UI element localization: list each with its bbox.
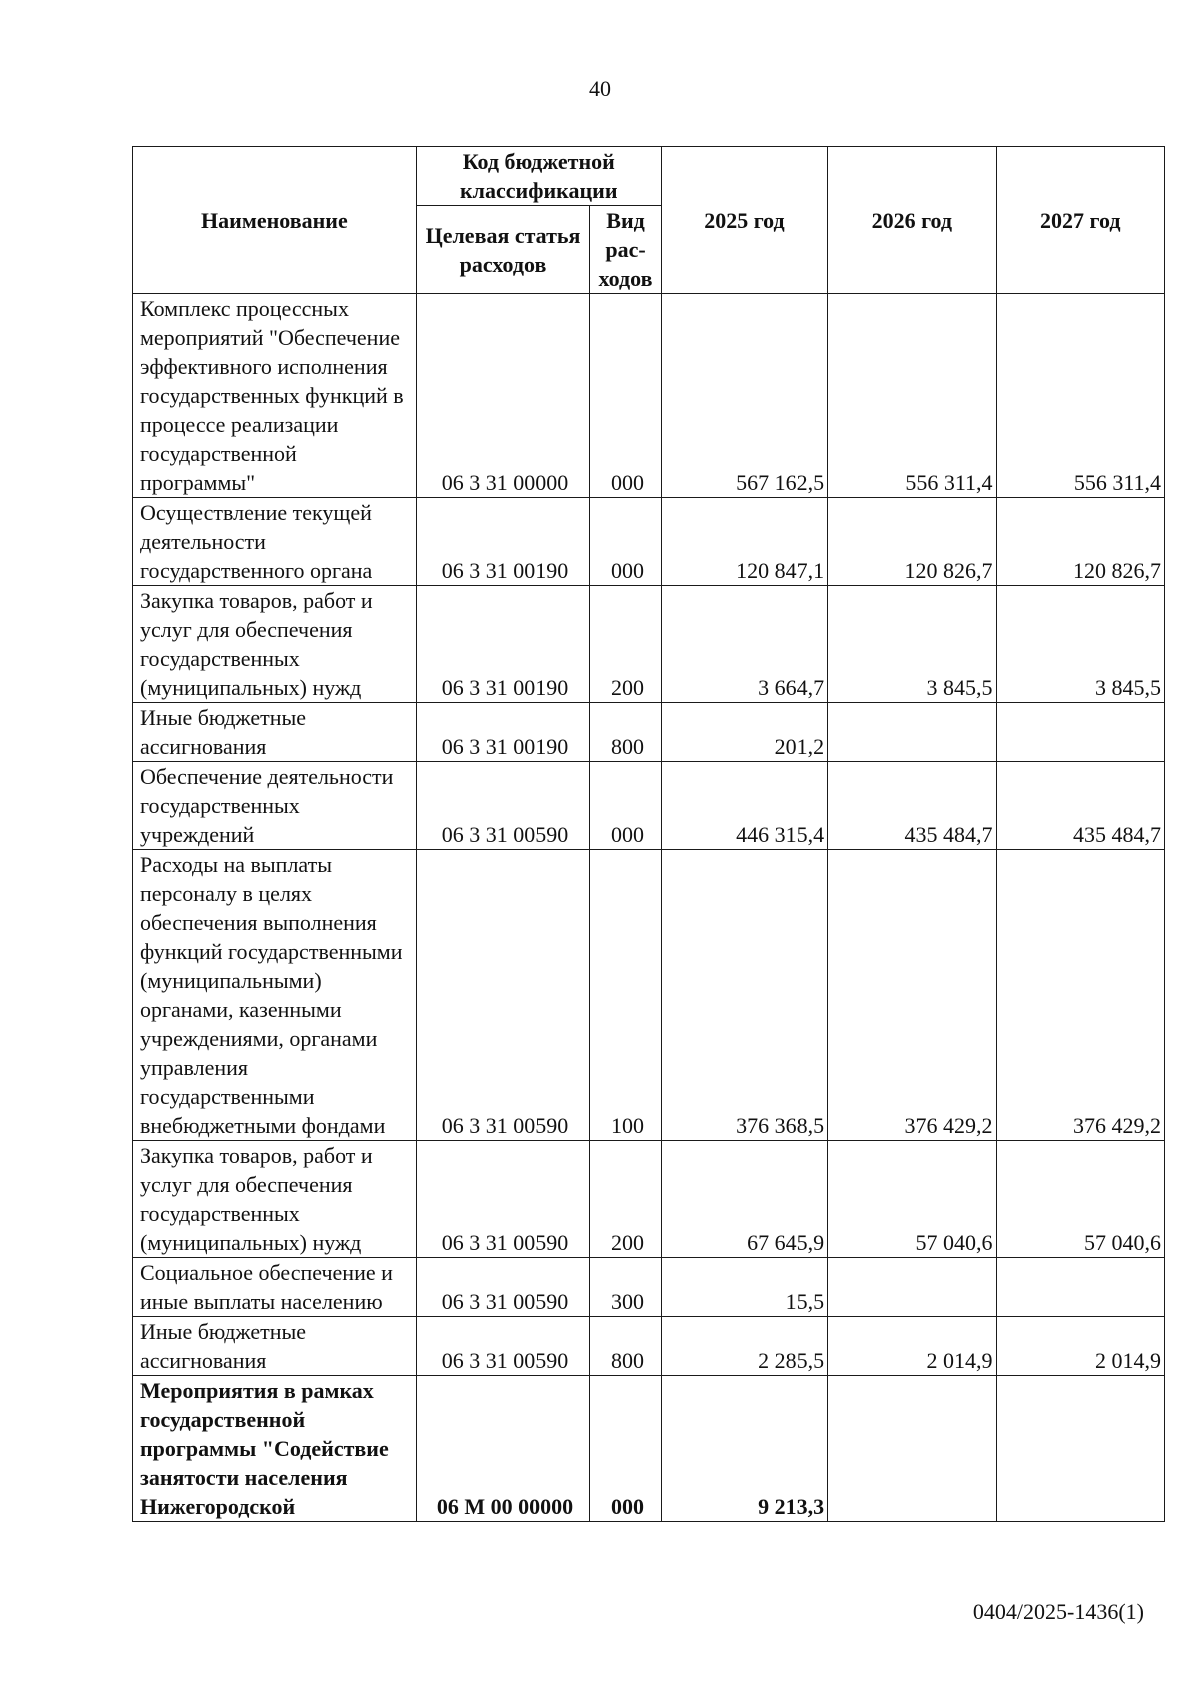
header-2027: 2027 год: [996, 147, 1164, 294]
cell-2027: 556 311,4: [996, 294, 1164, 498]
cell-expense-kind: 200: [590, 1141, 661, 1258]
cell-2026: [828, 1258, 996, 1317]
cell-2027: 57 040,6: [996, 1141, 1164, 1258]
cell-2026: 120 826,7: [828, 498, 996, 586]
cell-expense-kind: 800: [590, 1317, 661, 1376]
cell-2027: [996, 703, 1164, 762]
cell-target-code: 06 3 31 00590: [416, 1258, 590, 1317]
budget-table: [132, 146, 1165, 1522]
table-row: [133, 586, 1165, 703]
cell-name: Мероприятия в рамках государственной программы "Содействие занятости населения Нижегородской: [133, 1376, 417, 1522]
header-2026: 2026 год: [828, 147, 996, 294]
header-code-group: Код бюджетной классификации: [416, 147, 661, 206]
cell-2025: 15,5: [661, 1258, 827, 1317]
cell-2027: 2 014,9: [996, 1317, 1164, 1376]
cell-2026: 376 429,2: [828, 850, 996, 1141]
cell-target-code: 06 3 31 00590: [416, 1317, 590, 1376]
cell-target-code: 06 3 31 00590: [416, 1141, 590, 1258]
cell-name: Расходы на выплаты персоналу в целях обеспечения выполнения функций государственными (муниципальными) органами, казенными учреждениями, органами управления государственными внебюджетными фондами: [133, 850, 417, 1141]
cell-target-code: 06 3 31 00000: [416, 294, 590, 498]
cell-2027: 120 826,7: [996, 498, 1164, 586]
table-body: [133, 294, 1165, 1522]
cell-expense-kind: 000: [590, 498, 661, 586]
cell-2025: 120 847,1: [661, 498, 827, 586]
cell-name: Иные бюджетные ассигнования: [133, 1317, 417, 1376]
cell-expense-kind: 300: [590, 1258, 661, 1317]
cell-target-code: 06 3 31 00190: [416, 586, 590, 703]
cell-expense-kind: 800: [590, 703, 661, 762]
table-row: [133, 703, 1165, 762]
header-expense-kind: Вид рас-ходов: [590, 206, 661, 294]
cell-target-code: 06 3 31 00190: [416, 703, 590, 762]
cell-2026: 57 040,6: [828, 1141, 996, 1258]
cell-2026: [828, 1376, 996, 1522]
cell-target-code: 06 М 00 00000: [416, 1376, 590, 1522]
cell-2025: 9 213,3: [661, 1376, 827, 1522]
cell-name: Осуществление текущей деятельности государственного органа: [133, 498, 417, 586]
cell-2026: [828, 703, 996, 762]
cell-2027: [996, 1376, 1164, 1522]
cell-expense-kind: 200: [590, 586, 661, 703]
cell-name: Закупка товаров, работ и услуг для обеспечения государственных (муниципальных) нужд: [133, 586, 417, 703]
cell-2027: [996, 1258, 1164, 1317]
cell-target-code: 06 3 31 00190: [416, 498, 590, 586]
table-row: [133, 1141, 1165, 1258]
cell-expense-kind: 000: [590, 1376, 661, 1522]
cell-2026: 556 311,4: [828, 294, 996, 498]
cell-2025: 201,2: [661, 703, 827, 762]
cell-2027: 3 845,5: [996, 586, 1164, 703]
table-header: [133, 147, 1165, 294]
table-row: [133, 762, 1165, 850]
cell-2025: 2 285,5: [661, 1317, 827, 1376]
cell-2026: 3 845,5: [828, 586, 996, 703]
cell-name: Комплекс процессных мероприятий "Обеспечение эффективного исполнения государственных функций в процессе реализации государственной программы": [133, 294, 417, 498]
header-2025: 2025 год: [661, 147, 827, 294]
cell-2026: 435 484,7: [828, 762, 996, 850]
cell-name: Социальное обеспечение и иные выплаты населению: [133, 1258, 417, 1317]
table-row: [133, 1376, 1165, 1522]
cell-expense-kind: 000: [590, 762, 661, 850]
table-row: [133, 1317, 1165, 1376]
cell-name: Обеспечение деятельности государственных учреждений: [133, 762, 417, 850]
table-row: [133, 850, 1165, 1141]
header-name: Наименование: [133, 147, 417, 294]
header-target-article: Целевая статья расходов: [416, 206, 590, 294]
cell-2025: 67 645,9: [661, 1141, 827, 1258]
cell-2025: 3 664,7: [661, 586, 827, 703]
page-number: 40: [589, 76, 611, 101]
table-row: [133, 1258, 1165, 1317]
cell-expense-kind: 100: [590, 850, 661, 1141]
cell-2027: 376 429,2: [996, 850, 1164, 1141]
cell-2025: 567 162,5: [661, 294, 827, 498]
cell-2027: 435 484,7: [996, 762, 1164, 850]
cell-target-code: 06 3 31 00590: [416, 762, 590, 850]
document-code: 0404/2025-1436(1): [972, 1599, 1144, 1624]
table-row: [133, 498, 1165, 586]
table-row: [133, 294, 1165, 498]
cell-2026: 2 014,9: [828, 1317, 996, 1376]
cell-target-code: 06 3 31 00590: [416, 850, 590, 1141]
cell-name: Закупка товаров, работ и услуг для обеспечения государственных (муниципальных) нужд: [133, 1141, 417, 1258]
cell-name: Иные бюджетные ассигнования: [133, 703, 417, 762]
cell-2025: 446 315,4: [661, 762, 827, 850]
cell-expense-kind: 000: [590, 294, 661, 498]
cell-2025: 376 368,5: [661, 850, 827, 1141]
